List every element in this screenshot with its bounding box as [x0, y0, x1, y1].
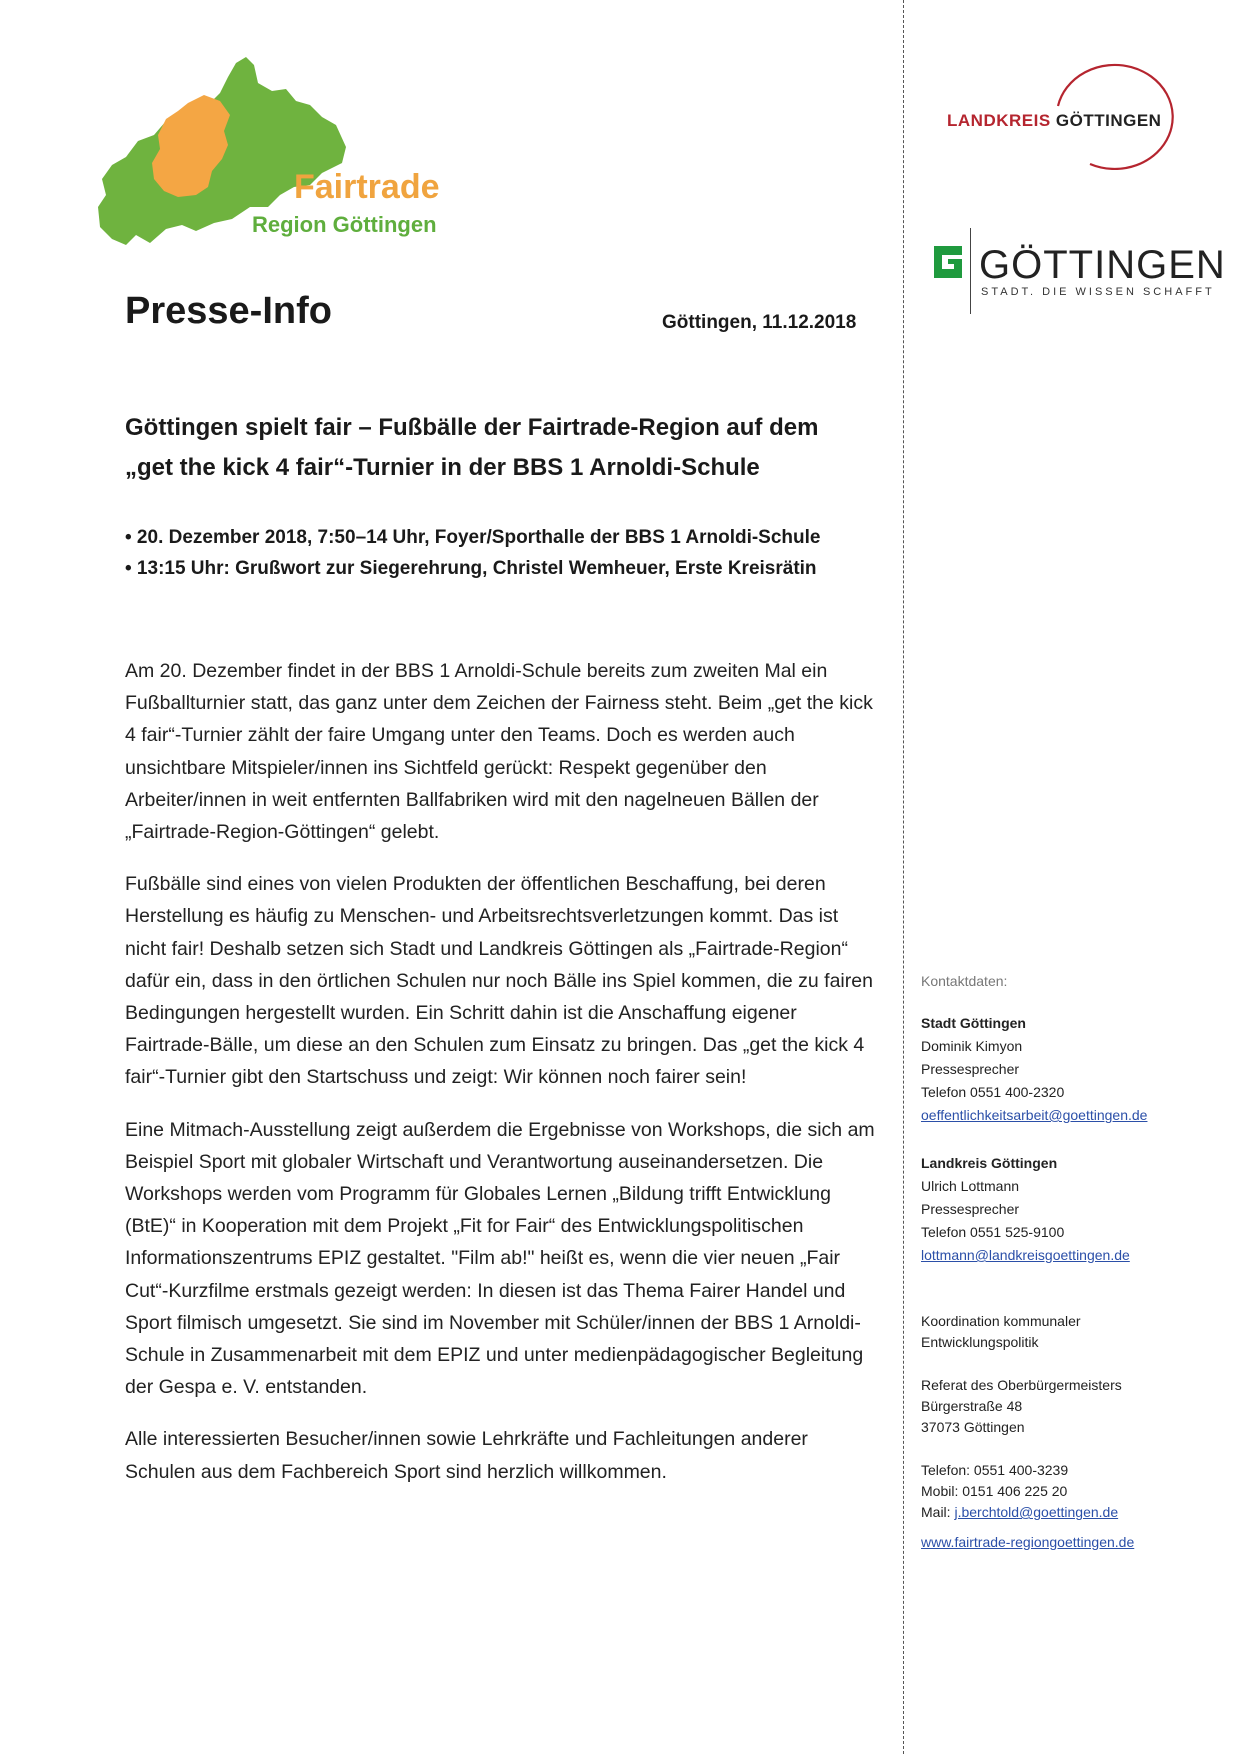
stadt-logo-g-icon — [928, 246, 968, 278]
address-line-1: Referat des Oberbürgermeisters — [921, 1377, 1122, 1393]
page-title: Presse-Info — [125, 290, 332, 332]
contact-label: Kontaktdaten: — [921, 973, 1008, 989]
fairtrade-logo-text: Fairtrade — [294, 168, 440, 206]
coordination-line-1: Koordination kommunaler — [921, 1313, 1081, 1329]
coordination-phone: Telefon: 0551 400-3239 — [921, 1462, 1069, 1478]
contact-email-link[interactable]: oeffentlichkeitsarbeit@goettingen.de — [921, 1107, 1148, 1123]
bullet-item: • 20. Dezember 2018, 7:50–14 Uhr, Foyer/Sporthalle der BBS 1 Arnoldi-Schule — [125, 527, 821, 548]
contact-person: Dominik Kimyon — [921, 1038, 1023, 1054]
contact-phone: Telefon 0551 400-2320 — [921, 1084, 1065, 1100]
coordination-title — [921, 1311, 1221, 1353]
landkreis-logo-part1: LANDKREIS — [947, 111, 1056, 130]
contact-org: Landkreis Göttingen — [921, 1155, 1058, 1171]
fairtrade-logo-subtext: Region Göttingen — [252, 212, 437, 237]
contact-stadt — [921, 1012, 1221, 1127]
contact-phone: Telefon 0551 525-9100 — [921, 1224, 1065, 1240]
headline-line-2: „get the kick 4 fair“-Turnier in der BBS 1 Arnoldi-Schule — [125, 454, 760, 481]
address-line-2: Bürgerstraße 48 — [921, 1398, 1023, 1414]
contact-landkreis — [921, 1152, 1221, 1267]
website-row — [921, 1531, 1221, 1554]
date-line: Göttingen, 11.12.2018 — [662, 312, 857, 333]
contact-role: Pressesprecher — [921, 1061, 1020, 1077]
column-separator — [903, 0, 904, 1754]
landkreis-logo-part2: GÖTTINGEN — [1055, 111, 1162, 130]
website-link[interactable]: www.fairtrade-regiongoettingen.de — [921, 1534, 1135, 1550]
coordination-address — [921, 1375, 1221, 1438]
paragraph-1: Am 20. Dezember findet in der BBS 1 Arnoldi-Schule bereits zum zweiten Mal ein Fußballturnier statt, das ganz unter dem Zeichen der Fairness steht. Beim „get the kick 4 fair“-Turnier zählt der faire Umgang unter den Teams. Doch es werden auch unsichtbare Mitspieler/innen ins Sichtfeld gerückt: Respekt gegenüber den Arbeiter/innen in weit entfernten Ballfabriken wird mit den nagelneuen Bällen der „Fairtrade-Region-Göttingen“ gelebt. — [125, 660, 873, 844]
coordination-line-2: Entwicklungspolitik — [921, 1334, 1039, 1350]
headline — [125, 408, 895, 488]
stadt-logo-slogan: STADT. DIE WISSEN SCHAFFT — [981, 286, 1215, 298]
stadt-logo-name: GÖTTINGEN — [979, 243, 1226, 287]
headline-line-1: Göttingen spielt fair – Fußbälle der Fairtrade-Region auf dem — [125, 414, 819, 441]
contact-role: Pressesprecher — [921, 1201, 1020, 1217]
coordination-email-link[interactable]: j.berchtold@goettingen.de — [954, 1504, 1119, 1520]
coordination-contact — [921, 1460, 1221, 1523]
body-text — [125, 655, 875, 1508]
paragraph-4: Alle interessierten Besucher/innen sowie Lehrkräfte und Fachleitungen anderer Schulen aus dem Fachbereich Sport sind herzlich willkommen. — [125, 1428, 808, 1483]
contact-person: Ulrich Lottmann — [921, 1178, 1020, 1194]
stadt-logo-divider — [970, 228, 971, 314]
mail-label: Mail: — [921, 1504, 955, 1520]
paragraph-2: Fußbälle sind eines von vielen Produkten der öffentlichen Beschaffung, bei deren Herstellung es häufig zu Menschen- und Arbeitsrechtsverletzungen kommt. Das ist nicht fair! Deshalb setzen sich Stadt und Landkreis Göttingen als „Fairtrade-Region“ dafür ein, dass in den örtlichen Schulen nur noch Bälle ins Spiel kommen, die zu fairen Bedingungen hergestellt wurden. Ein Schritt dahin ist die Anschaffung eigener Fairtrade-Bälle, um diese an den Schulen zum Einsatz zu bringen. Das „get the kick 4 fair“-Turnier gibt den Startschuss und zeigt: Wir können noch fairer sein! — [125, 873, 873, 1089]
paragraph-3: Eine Mitmach-Ausstellung zeigt außerdem die Ergebnisse von Workshops, die sich am Beispiel Sport mit globaler Wirtschaft und Verantwortung auseinandersetzen. Die Workshops werden vom Programm für Globales Lernen „Bildung trifft Entwicklung (BtE)“ in Kooperation mit dem Projekt „Fit for Fair“ des Entwicklungspolitischen Informationszentrums EPIZ gestaltet. "Film ab!" heißt es, wenn die vier neuen „Fair Cut“-Kurzfilme erstmals gezeigt werden: In diesen ist das Thema Fairer Handel und Sport filmisch umgesetzt. Sie sind im November mit Schüler/innen der BBS 1 Arnoldi-Schule in Zusammenarbeit mit dem EPIZ und unter medienpädagogischer Begleitung der Gespa e. V. entstanden. — [125, 1118, 875, 1399]
contact-org: Stadt Göttingen — [921, 1015, 1026, 1031]
contact-email-link[interactable]: lottmann@landkreisgoettingen.de — [921, 1247, 1130, 1263]
landkreis-logo-text — [947, 111, 1161, 131]
event-bullets — [125, 522, 895, 584]
bullet-item: • 13:15 Uhr: Grußwort zur Siegerehrung, Christel Wemheuer, Erste Kreisrätin — [125, 558, 817, 579]
coordination-mobile: Mobil: 0151 406 225 20 — [921, 1483, 1068, 1499]
address-line-3: 37073 Göttingen — [921, 1419, 1025, 1435]
